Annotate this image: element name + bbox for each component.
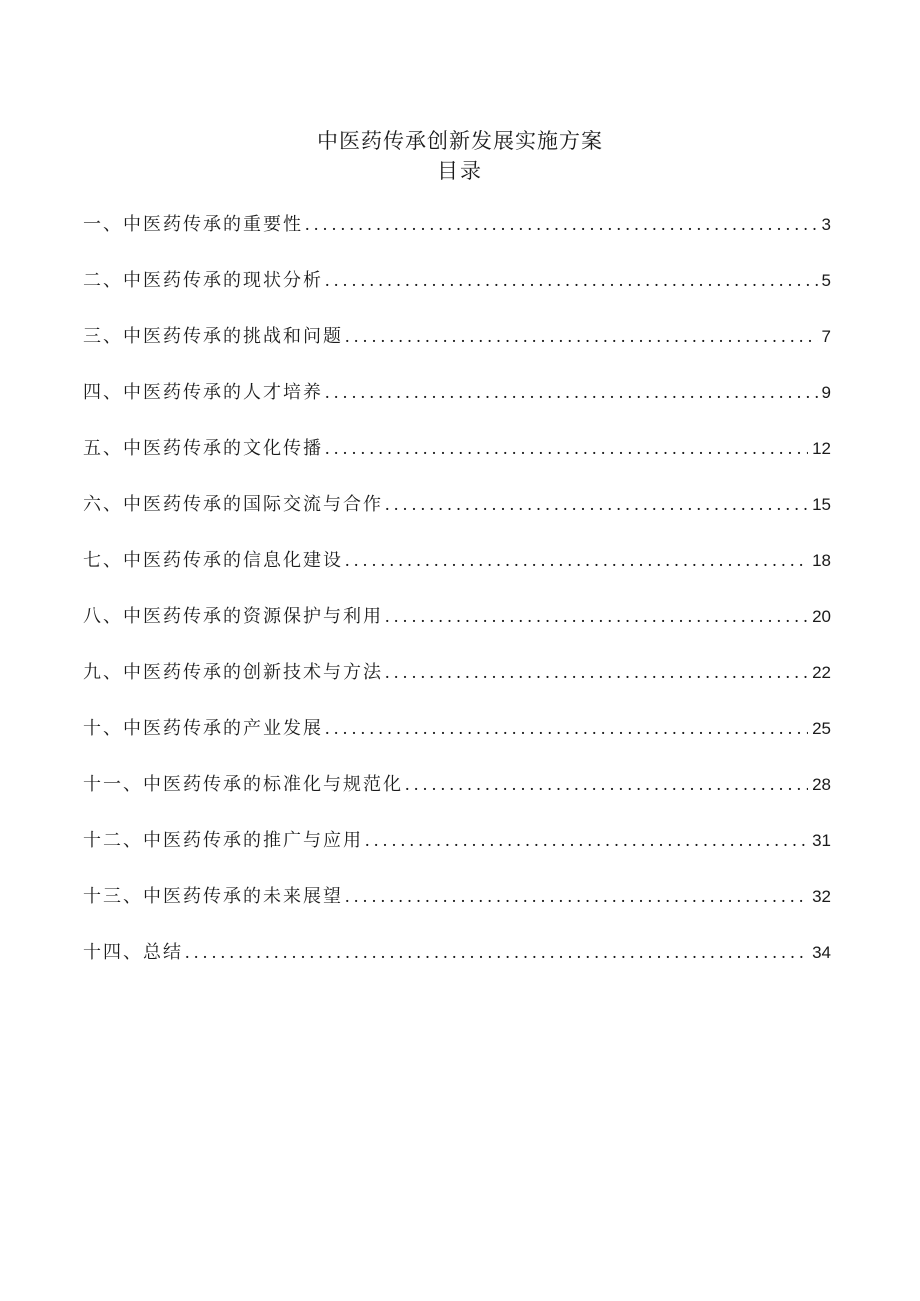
toc-entry-label: 十二、中医药传承的推广与应用 xyxy=(83,830,363,851)
toc-entry-page: 7 xyxy=(821,327,831,346)
toc-entry-page: 15 xyxy=(812,495,831,514)
toc-entry-page: 3 xyxy=(821,215,831,234)
toc-entry-label: 十一、中医药传承的标准化与规范化 xyxy=(83,774,403,795)
toc-dot-leader xyxy=(325,438,808,459)
toc-entry[interactable] xyxy=(83,938,831,994)
toc-entry-label: 四、中医药传承的人才培养 xyxy=(83,382,323,403)
toc-entry-label: 九、中医药传承的创新技术与方法 xyxy=(83,662,383,683)
toc-entry-page: 28 xyxy=(812,775,831,794)
toc-entry[interactable] xyxy=(83,882,831,938)
toc-dot-leader xyxy=(345,326,818,347)
document-title: 中医药传承创新发展实施方案 xyxy=(317,129,603,153)
toc-heading: 目录 xyxy=(437,159,483,183)
toc-dot-leader xyxy=(325,718,808,739)
toc-entry-label: 十、中医药传承的产业发展 xyxy=(83,718,323,739)
toc-dot-leader xyxy=(385,494,808,515)
table-of-contents xyxy=(83,210,831,994)
toc-entry-page: 25 xyxy=(812,719,831,738)
toc-entry[interactable] xyxy=(83,266,831,322)
toc-entry-label: 一、中医药传承的重要性 xyxy=(83,214,303,235)
toc-entry-page: 32 xyxy=(812,887,831,906)
toc-dot-leader xyxy=(385,606,808,627)
toc-entry[interactable] xyxy=(83,434,831,490)
toc-entry-label: 六、中医药传承的国际交流与合作 xyxy=(83,494,383,515)
toc-entry[interactable] xyxy=(83,378,831,434)
toc-dot-leader xyxy=(325,382,818,403)
toc-entry-label: 十四、总结 xyxy=(83,942,183,963)
toc-entry-page: 22 xyxy=(812,663,831,682)
toc-entry-label: 二、中医药传承的现状分析 xyxy=(83,270,323,291)
toc-entry-page: 34 xyxy=(812,943,831,962)
toc-entry[interactable] xyxy=(83,770,831,826)
toc-entry-page: 20 xyxy=(812,607,831,626)
toc-dot-leader xyxy=(385,662,808,683)
toc-entry-page: 31 xyxy=(812,831,831,850)
toc-entry[interactable] xyxy=(83,826,831,882)
toc-dot-leader xyxy=(305,214,818,235)
toc-entry-label: 十三、中医药传承的未来展望 xyxy=(83,886,343,907)
toc-entry-label: 五、中医药传承的文化传播 xyxy=(83,438,323,459)
toc-entry-page: 18 xyxy=(812,551,831,570)
toc-entry[interactable] xyxy=(83,658,831,714)
toc-dot-leader xyxy=(185,942,808,963)
toc-entry-label: 七、中医药传承的信息化建设 xyxy=(83,550,343,571)
toc-entry[interactable] xyxy=(83,210,831,266)
toc-entry[interactable] xyxy=(83,490,831,546)
toc-entry[interactable] xyxy=(83,546,831,602)
toc-entry[interactable] xyxy=(83,602,831,658)
toc-entry-label: 三、中医药传承的挑战和问题 xyxy=(83,326,343,347)
toc-entry[interactable] xyxy=(83,714,831,770)
toc-dot-leader xyxy=(345,886,808,907)
toc-dot-leader xyxy=(325,270,818,291)
toc-entry-label: 八、中医药传承的资源保护与利用 xyxy=(83,606,383,627)
toc-entry-page: 9 xyxy=(821,383,831,402)
toc-entry-page: 12 xyxy=(812,439,831,458)
toc-dot-leader xyxy=(345,550,808,571)
toc-dot-leader xyxy=(365,830,808,851)
toc-entry-page: 5 xyxy=(821,271,831,290)
toc-dot-leader xyxy=(405,774,808,795)
toc-entry[interactable] xyxy=(83,322,831,378)
